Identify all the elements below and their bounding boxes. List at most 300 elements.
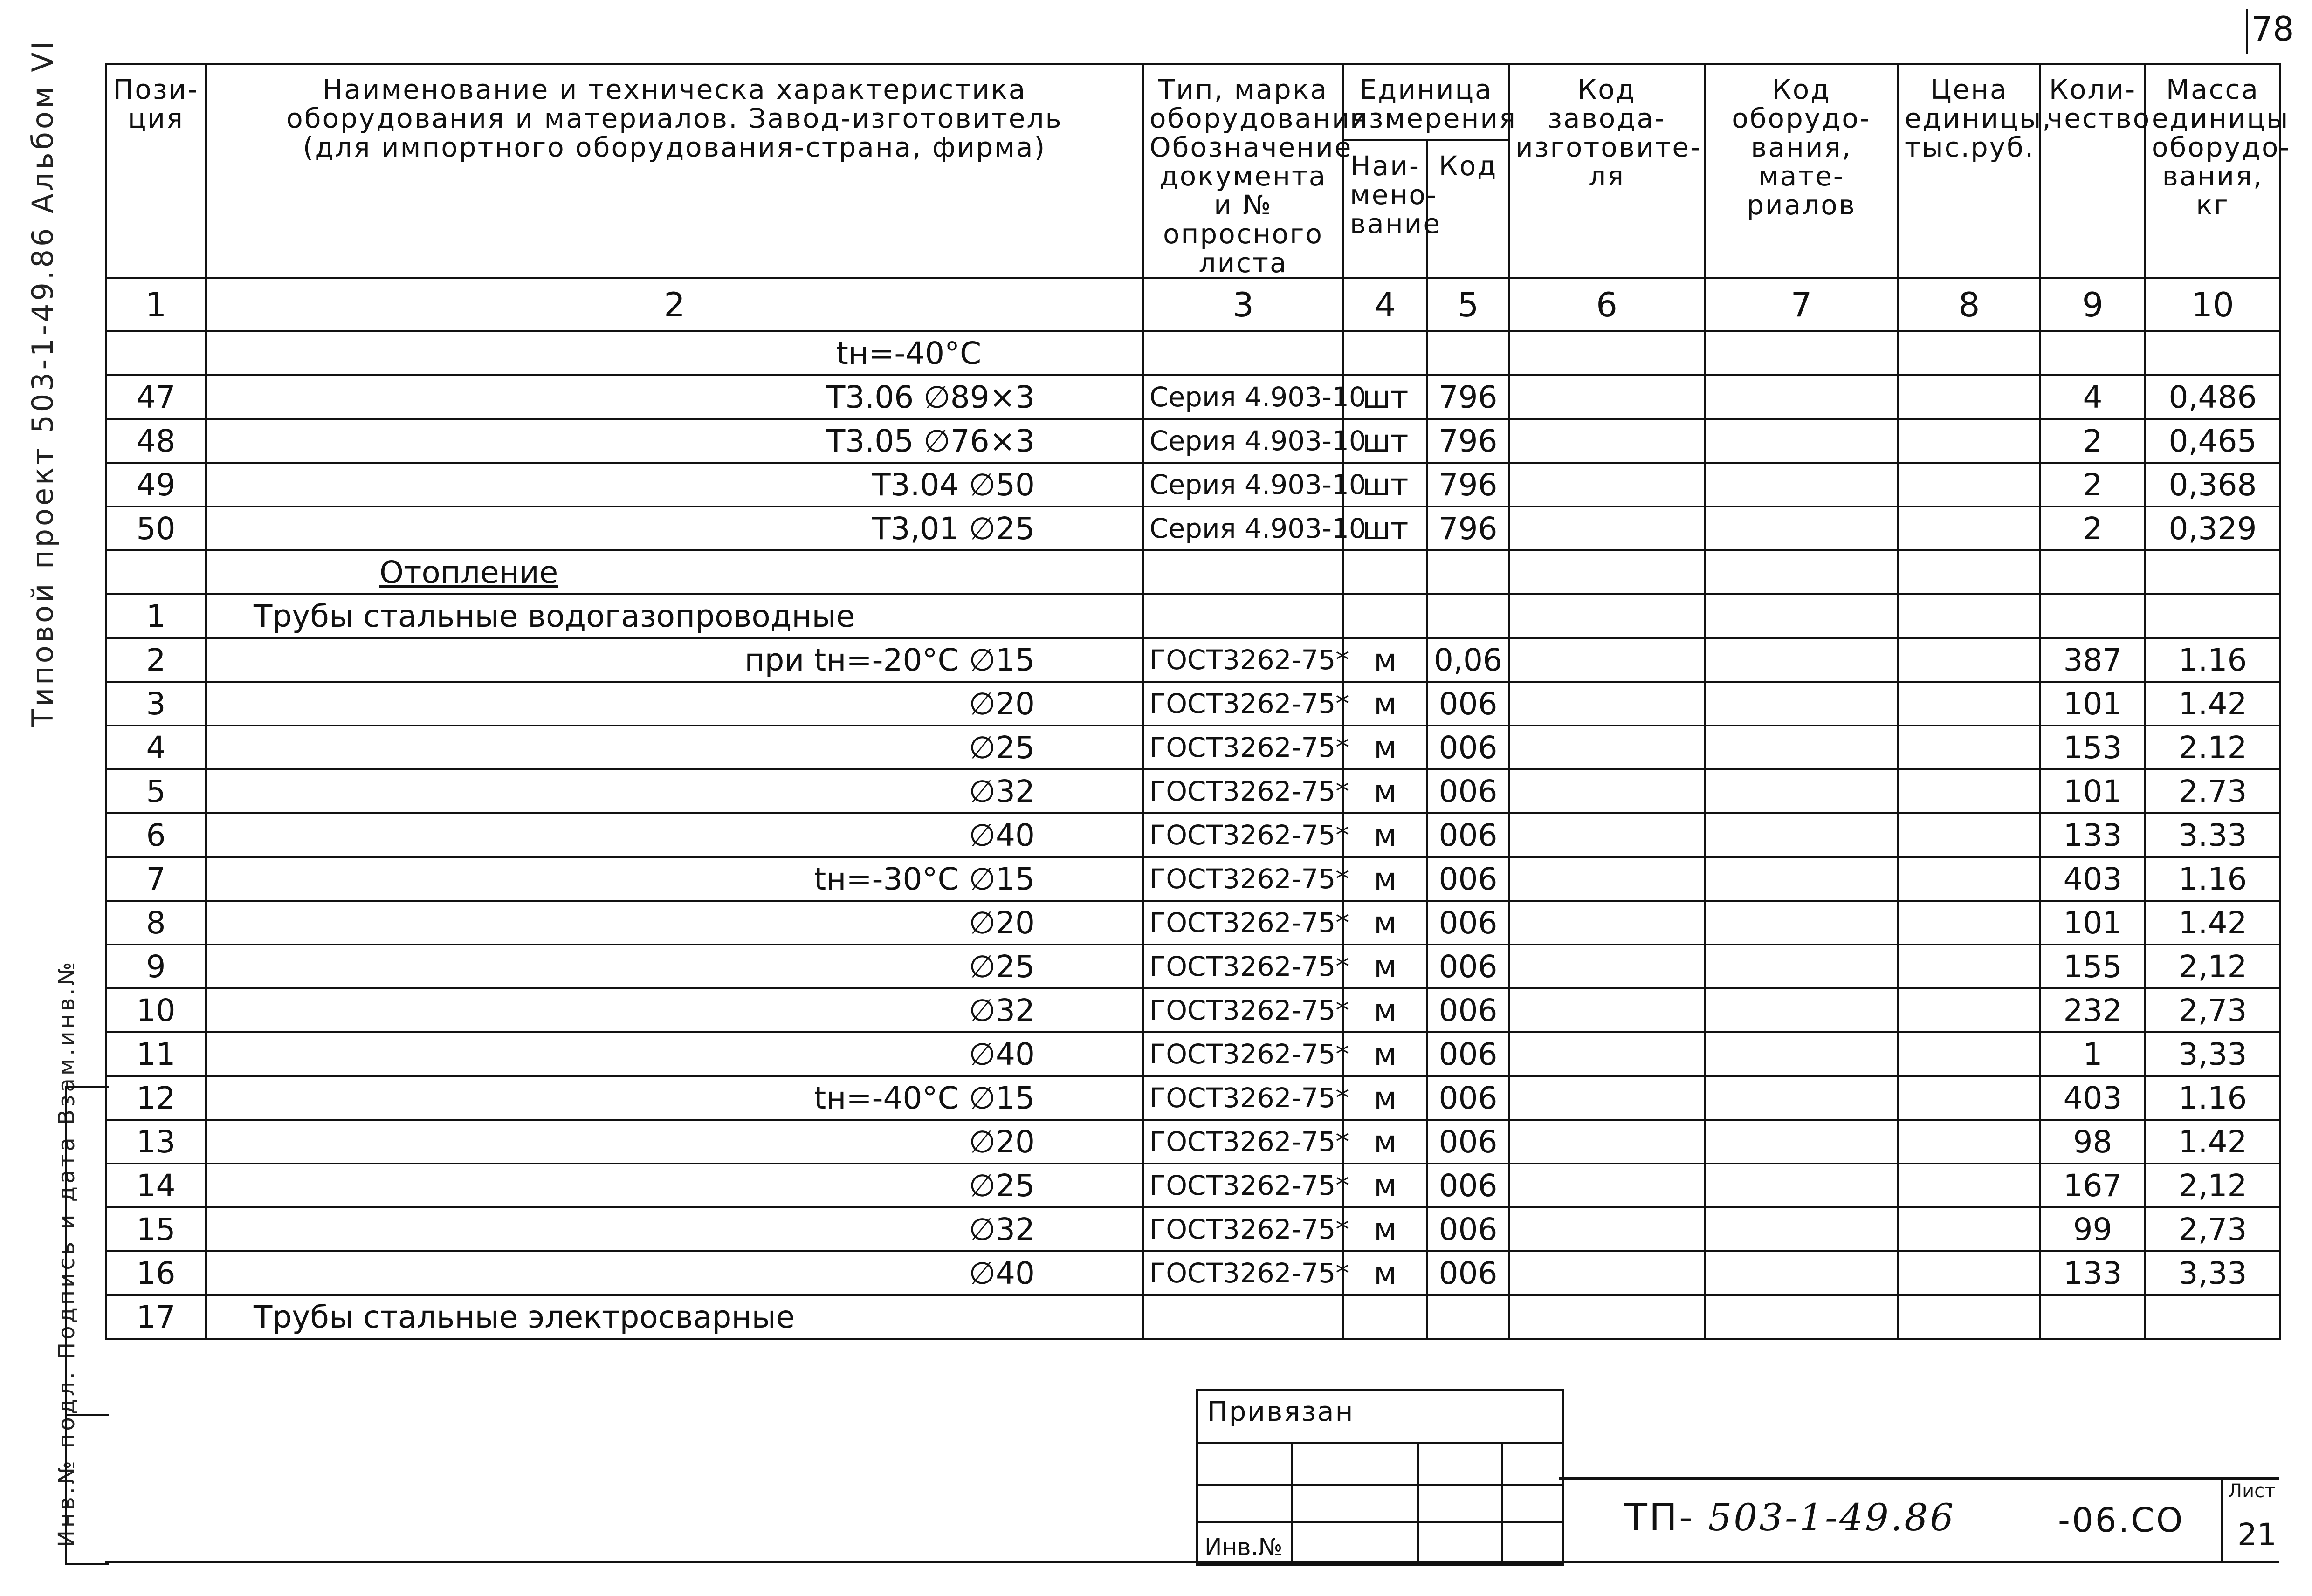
row-mass: 1.42 xyxy=(2145,901,2280,945)
row-unit: м xyxy=(1343,901,1427,945)
table-row xyxy=(106,682,2280,726)
row-quantity: 387 xyxy=(2040,638,2145,682)
row-name: Т3,01 ∅25 xyxy=(206,507,1143,550)
row-name: tн=-30°С ∅15 xyxy=(206,857,1143,901)
column-number: 7 xyxy=(1705,278,1898,331)
row-plant-code xyxy=(1509,507,1705,550)
row-quantity: 153 xyxy=(2040,726,2145,769)
row-plant-code xyxy=(1509,1164,1705,1207)
row-unit: м xyxy=(1343,1120,1427,1164)
row-plant-code xyxy=(1509,375,1705,419)
table-row xyxy=(106,1251,2280,1295)
row-unit-code: 006 xyxy=(1427,901,1509,945)
row-plant-code xyxy=(1509,1295,1705,1339)
row-material-code xyxy=(1705,331,1898,375)
row-unit-code: 0,06 xyxy=(1427,638,1509,682)
row-name: ∅20 xyxy=(206,901,1143,945)
row-plant-code xyxy=(1509,638,1705,682)
row-type: ГОСТ3262-75* xyxy=(1143,988,1343,1032)
row-type: Серия 4.903-10 xyxy=(1143,463,1343,507)
row-type: ГОСТ3262-75* xyxy=(1143,857,1343,901)
row-plant-code xyxy=(1509,1251,1705,1295)
header-price: Цена единицы, тыс.руб. xyxy=(1898,64,2040,278)
row-plant-code xyxy=(1509,419,1705,463)
row-material-code xyxy=(1705,375,1898,419)
row-material-code xyxy=(1705,857,1898,901)
row-position: 11 xyxy=(106,1032,206,1076)
row-material-code xyxy=(1705,463,1898,507)
row-position: 50 xyxy=(106,507,206,550)
row-unit: м xyxy=(1343,1032,1427,1076)
row-name: ∅40 xyxy=(206,1032,1143,1076)
row-unit-code: 006 xyxy=(1427,813,1509,857)
row-unit-code xyxy=(1427,331,1509,375)
row-material-code xyxy=(1705,769,1898,813)
table-row xyxy=(106,1076,2280,1120)
row-unit-code: 006 xyxy=(1427,945,1509,988)
row-plant-code xyxy=(1509,1032,1705,1076)
row-material-code xyxy=(1705,726,1898,769)
table-row xyxy=(106,1032,2280,1076)
row-unit xyxy=(1343,1295,1427,1339)
header-mass: Масса единицы оборудо-вания, кг xyxy=(2145,64,2280,278)
row-unit-code: 006 xyxy=(1427,988,1509,1032)
sheet-box xyxy=(2221,1480,2279,1563)
row-name: Т3.05 ∅76×3 xyxy=(206,419,1143,463)
row-material-code xyxy=(1705,1251,1898,1295)
row-name: ∅20 xyxy=(206,682,1143,726)
page-number: 78 xyxy=(2251,9,2294,48)
row-name: при tн=-20°С ∅15 xyxy=(206,638,1143,682)
row-material-code xyxy=(1705,1032,1898,1076)
row-material-code xyxy=(1705,813,1898,857)
row-quantity: 167 xyxy=(2040,1164,2145,1207)
row-name: ∅32 xyxy=(206,988,1143,1032)
row-mass xyxy=(2145,1295,2280,1339)
row-unit: м xyxy=(1343,1164,1427,1207)
row-quantity: 99 xyxy=(2040,1207,2145,1251)
row-position: 1 xyxy=(106,594,206,638)
row-quantity: 403 xyxy=(2040,857,2145,901)
left-inventory-frame xyxy=(65,1086,109,1565)
row-unit xyxy=(1343,550,1427,594)
row-quantity: 2 xyxy=(2040,419,2145,463)
row-name: Трубы стальные электросварные xyxy=(206,1295,1143,1339)
row-unit-code: 796 xyxy=(1427,507,1509,550)
row-type: ГОСТ3262-75* xyxy=(1143,901,1343,945)
row-mass: 2,12 xyxy=(2145,945,2280,988)
row-type: ГОСТ3262-75* xyxy=(1143,1076,1343,1120)
column-number: 9 xyxy=(2040,278,2145,331)
header-quantity: Коли-чество xyxy=(2040,64,2145,278)
row-unit: м xyxy=(1343,988,1427,1032)
row-unit-code xyxy=(1427,550,1509,594)
table-row xyxy=(106,507,2280,550)
row-quantity: 403 xyxy=(2040,1076,2145,1120)
row-price xyxy=(1898,1207,2040,1251)
row-name: ∅40 xyxy=(206,1251,1143,1295)
row-unit xyxy=(1343,331,1427,375)
row-price xyxy=(1898,550,2040,594)
row-price xyxy=(1898,594,2040,638)
column-number: 1 xyxy=(106,278,206,331)
row-name: ∅20 xyxy=(206,1120,1143,1164)
row-price xyxy=(1898,1076,2040,1120)
row-price xyxy=(1898,638,2040,682)
table-row xyxy=(106,988,2280,1032)
row-plant-code xyxy=(1509,682,1705,726)
header-position: Пози-ция xyxy=(106,64,206,278)
row-unit: м xyxy=(1343,857,1427,901)
row-material-code xyxy=(1705,550,1898,594)
column-number: 5 xyxy=(1427,278,1509,331)
table-row xyxy=(106,901,2280,945)
row-name: tн=-40°С ∅15 xyxy=(206,1076,1143,1120)
row-position: 17 xyxy=(106,1295,206,1339)
row-unit-code xyxy=(1427,1295,1509,1339)
row-price xyxy=(1898,857,2040,901)
row-material-code xyxy=(1705,1120,1898,1164)
row-unit: м xyxy=(1343,945,1427,988)
row-mass: 0,368 xyxy=(2145,463,2280,507)
row-type: Серия 4.903-10 xyxy=(1143,419,1343,463)
table-row xyxy=(106,375,2280,419)
row-type: ГОСТ3262-75* xyxy=(1143,1164,1343,1207)
header-row xyxy=(106,64,2280,140)
table-row xyxy=(106,1164,2280,1207)
table-row xyxy=(106,813,2280,857)
row-mass xyxy=(2145,594,2280,638)
row-quantity: 2 xyxy=(2040,463,2145,507)
row-type xyxy=(1143,594,1343,638)
table-row xyxy=(106,1207,2280,1251)
row-quantity: 101 xyxy=(2040,901,2145,945)
row-mass xyxy=(2145,550,2280,594)
row-unit: шт xyxy=(1343,463,1427,507)
column-number: 8 xyxy=(1898,278,2040,331)
row-position: 15 xyxy=(106,1207,206,1251)
row-mass: 3.33 xyxy=(2145,813,2280,857)
row-name: ∅40 xyxy=(206,813,1143,857)
row-quantity: 4 xyxy=(2040,375,2145,419)
row-material-code xyxy=(1705,594,1898,638)
side-label-album: Типовой проект 503-1-49.86 Альбом VI xyxy=(26,38,60,727)
row-name: ∅25 xyxy=(206,726,1143,769)
left-frame-divider xyxy=(67,1414,109,1416)
row-position: 4 xyxy=(106,726,206,769)
row-unit: м xyxy=(1343,1251,1427,1295)
stamp-divider xyxy=(1291,1442,1293,1563)
row-name: Трубы стальные водогазопроводные xyxy=(206,594,1143,638)
row-plant-code xyxy=(1509,594,1705,638)
row-plant-code xyxy=(1509,988,1705,1032)
row-unit-code: 006 xyxy=(1427,682,1509,726)
row-mass: 1.16 xyxy=(2145,638,2280,682)
row-price xyxy=(1898,419,2040,463)
document-code xyxy=(1624,1496,1955,1539)
row-name: ∅32 xyxy=(206,1207,1143,1251)
header-type: Тип, марка оборудования Обозначение документа и № опросного листа xyxy=(1143,64,1343,278)
row-type xyxy=(1143,550,1343,594)
row-unit-code: 006 xyxy=(1427,769,1509,813)
row-name: Т3.04 ∅50 xyxy=(206,463,1143,507)
row-position xyxy=(106,550,206,594)
table-row xyxy=(106,1295,2280,1339)
table-row xyxy=(106,419,2280,463)
stamp-rule xyxy=(1198,1521,1562,1523)
row-plant-code xyxy=(1509,331,1705,375)
row-plant-code xyxy=(1509,813,1705,857)
row-price xyxy=(1898,769,2040,813)
row-plant-code xyxy=(1509,769,1705,813)
row-quantity xyxy=(2040,594,2145,638)
row-price xyxy=(1898,813,2040,857)
row-position: 47 xyxy=(106,375,206,419)
row-mass: 2.73 xyxy=(2145,769,2280,813)
row-price xyxy=(1898,726,2040,769)
row-quantity: 101 xyxy=(2040,769,2145,813)
row-mass xyxy=(2145,331,2280,375)
row-plant-code xyxy=(1509,857,1705,901)
row-price xyxy=(1898,945,2040,988)
row-plant-code xyxy=(1509,726,1705,769)
row-position: 13 xyxy=(106,1120,206,1164)
row-quantity: 98 xyxy=(2040,1120,2145,1164)
row-price xyxy=(1898,507,2040,550)
row-mass: 1.16 xyxy=(2145,1076,2280,1120)
row-quantity: 133 xyxy=(2040,813,2145,857)
row-price xyxy=(1898,1164,2040,1207)
row-unit-code: 006 xyxy=(1427,1120,1509,1164)
row-name: Т3.06 ∅89×3 xyxy=(206,375,1143,419)
header-unit: Единица измерения xyxy=(1343,64,1509,140)
row-unit: м xyxy=(1343,1076,1427,1120)
header-unit-code: Код xyxy=(1427,140,1509,278)
row-position: 5 xyxy=(106,769,206,813)
table-body xyxy=(106,331,2280,1339)
row-material-code xyxy=(1705,638,1898,682)
row-plant-code xyxy=(1509,945,1705,988)
row-unit: м xyxy=(1343,769,1427,813)
row-price xyxy=(1898,988,2040,1032)
column-number-row xyxy=(106,278,2280,331)
row-unit-code: 006 xyxy=(1427,1251,1509,1295)
row-unit xyxy=(1343,594,1427,638)
page-number-bar xyxy=(2246,9,2248,54)
row-quantity xyxy=(2040,331,2145,375)
column-number: 3 xyxy=(1143,278,1343,331)
row-type: ГОСТ3262-75* xyxy=(1143,638,1343,682)
row-type: ГОСТ3262-75* xyxy=(1143,769,1343,813)
row-position: 8 xyxy=(106,901,206,945)
row-price xyxy=(1898,463,2040,507)
table-row xyxy=(106,331,2280,375)
row-quantity: 1 xyxy=(2040,1032,2145,1076)
row-mass: 3,33 xyxy=(2145,1251,2280,1295)
row-type: ГОСТ3262-75* xyxy=(1143,682,1343,726)
row-material-code xyxy=(1705,901,1898,945)
row-mass: 2,73 xyxy=(2145,1207,2280,1251)
row-price xyxy=(1898,1120,2040,1164)
stamp-title: Привязан xyxy=(1207,1396,1355,1427)
row-unit-code: 006 xyxy=(1427,1076,1509,1120)
sheet-number: 21 xyxy=(2237,1517,2277,1553)
row-type xyxy=(1143,331,1343,375)
row-mass: 3,33 xyxy=(2145,1032,2280,1076)
row-unit-code: 796 xyxy=(1427,375,1509,419)
column-number: 6 xyxy=(1509,278,1705,331)
specification-table xyxy=(105,63,2291,1340)
row-material-code xyxy=(1705,988,1898,1032)
row-mass: 2.12 xyxy=(2145,726,2280,769)
stamp-rule xyxy=(1198,1442,1562,1444)
stamp-divider xyxy=(1501,1442,1503,1563)
document-number: 503-1-49.86 xyxy=(1708,1496,1956,1539)
row-type: ГОСТ3262-75* xyxy=(1143,1120,1343,1164)
row-mass: 1.42 xyxy=(2145,682,2280,726)
row-material-code xyxy=(1705,1207,1898,1251)
row-plant-code xyxy=(1509,1207,1705,1251)
row-plant-code xyxy=(1509,550,1705,594)
row-unit: м xyxy=(1343,682,1427,726)
row-material-code xyxy=(1705,419,1898,463)
row-unit: шт xyxy=(1343,507,1427,550)
row-material-code xyxy=(1705,682,1898,726)
table-row xyxy=(106,945,2280,988)
table-row xyxy=(106,550,2280,594)
table-row xyxy=(106,726,2280,769)
bottom-border xyxy=(105,1561,2279,1563)
row-material-code xyxy=(1705,507,1898,550)
row-price xyxy=(1898,1251,2040,1295)
row-price xyxy=(1898,1295,2040,1339)
row-unit-code: 006 xyxy=(1427,1207,1509,1251)
row-position: 48 xyxy=(106,419,206,463)
row-unit-code: 796 xyxy=(1427,463,1509,507)
row-unit-code: 006 xyxy=(1427,1032,1509,1076)
row-mass: 0,329 xyxy=(2145,507,2280,550)
row-mass: 2,73 xyxy=(2145,988,2280,1032)
side-label-inventory: Инв.№ подл. Подпись и дата Взам.инв.№ xyxy=(54,959,80,1547)
table-row xyxy=(106,594,2280,638)
row-quantity: 2 xyxy=(2040,507,2145,550)
column-number: 2 xyxy=(206,278,1143,331)
row-price xyxy=(1898,901,2040,945)
header-unit-name: Наи-мено-вание xyxy=(1343,140,1427,278)
row-quantity: 133 xyxy=(2040,1251,2145,1295)
row-price xyxy=(1898,682,2040,726)
row-type: ГОСТ3262-75* xyxy=(1143,726,1343,769)
row-mass: 0,486 xyxy=(2145,375,2280,419)
row-unit-code: 006 xyxy=(1427,726,1509,769)
header-name: Наименование и техническа характеристика оборудования и материалов. Завод-изготовитель (для импортного оборудования-страна, фирма) xyxy=(206,64,1143,278)
row-material-code xyxy=(1705,945,1898,988)
row-unit: шт xyxy=(1343,419,1427,463)
row-material-code xyxy=(1705,1164,1898,1207)
row-plant-code xyxy=(1509,901,1705,945)
document-prefix: ТП- xyxy=(1624,1496,1694,1539)
row-mass: 1.16 xyxy=(2145,857,2280,901)
row-position: 3 xyxy=(106,682,206,726)
row-price xyxy=(1898,1032,2040,1076)
header-material-code: Код оборудо-вания, мате-риалов xyxy=(1705,64,1898,278)
row-unit-code: 006 xyxy=(1427,1164,1509,1207)
row-type: ГОСТ3262-75* xyxy=(1143,1207,1343,1251)
row-unit-code xyxy=(1427,594,1509,638)
table-row xyxy=(106,857,2280,901)
row-quantity xyxy=(2040,550,2145,594)
sheet-label: Лист xyxy=(2228,1480,2276,1502)
row-unit-code: 006 xyxy=(1427,857,1509,901)
row-unit: м xyxy=(1343,813,1427,857)
row-unit: м xyxy=(1343,1207,1427,1251)
row-price xyxy=(1898,375,2040,419)
row-position: 14 xyxy=(106,1164,206,1207)
row-position: 10 xyxy=(106,988,206,1032)
row-plant-code xyxy=(1509,1120,1705,1164)
row-quantity: 101 xyxy=(2040,682,2145,726)
row-position xyxy=(106,331,206,375)
column-number: 4 xyxy=(1343,278,1427,331)
row-mass: 0,465 xyxy=(2145,419,2280,463)
row-type: ГОСТ3262-75* xyxy=(1143,945,1343,988)
table-row xyxy=(106,1120,2280,1164)
stamp-divider xyxy=(1417,1442,1419,1563)
table-row xyxy=(106,463,2280,507)
row-position: 7 xyxy=(106,857,206,901)
row-name: ∅25 xyxy=(206,945,1143,988)
row-position: 2 xyxy=(106,638,206,682)
row-type: ГОСТ3262-75* xyxy=(1143,1032,1343,1076)
row-type: ГОСТ3262-75* xyxy=(1143,813,1343,857)
row-quantity: 155 xyxy=(2040,945,2145,988)
table-row xyxy=(106,769,2280,813)
table-row xyxy=(106,638,2280,682)
stamp-inventory-label: Инв.№ xyxy=(1204,1534,1283,1561)
binding-stamp xyxy=(1196,1389,1564,1566)
header-plant-code: Код завода-изготовите-ля xyxy=(1509,64,1705,278)
row-material-code xyxy=(1705,1076,1898,1120)
row-type: ГОСТ3262-75* xyxy=(1143,1251,1343,1295)
title-block xyxy=(1559,1477,2279,1563)
row-position: 6 xyxy=(106,813,206,857)
row-type: Серия 4.903-10 xyxy=(1143,375,1343,419)
row-position: 9 xyxy=(106,945,206,988)
row-name: tн=-40°С xyxy=(206,331,1143,375)
row-unit: м xyxy=(1343,726,1427,769)
row-name: ∅32 xyxy=(206,769,1143,813)
row-quantity xyxy=(2040,1295,2145,1339)
row-material-code xyxy=(1705,1295,1898,1339)
row-unit-code: 796 xyxy=(1427,419,1509,463)
row-position: 12 xyxy=(106,1076,206,1120)
row-unit: шт xyxy=(1343,375,1427,419)
document-suffix: -06.СО xyxy=(2058,1500,2185,1540)
row-unit: м xyxy=(1343,638,1427,682)
row-price xyxy=(1898,331,2040,375)
row-name: ∅25 xyxy=(206,1164,1143,1207)
row-plant-code xyxy=(1509,463,1705,507)
row-mass: 1.42 xyxy=(2145,1120,2280,1164)
row-quantity: 232 xyxy=(2040,988,2145,1032)
row-name: Отопление xyxy=(206,550,1143,594)
row-type xyxy=(1143,1295,1343,1339)
column-number: 10 xyxy=(2145,278,2280,331)
row-position: 49 xyxy=(106,463,206,507)
row-position: 16 xyxy=(106,1251,206,1295)
row-mass: 2,12 xyxy=(2145,1164,2280,1207)
stamp-rule xyxy=(1198,1484,1562,1486)
